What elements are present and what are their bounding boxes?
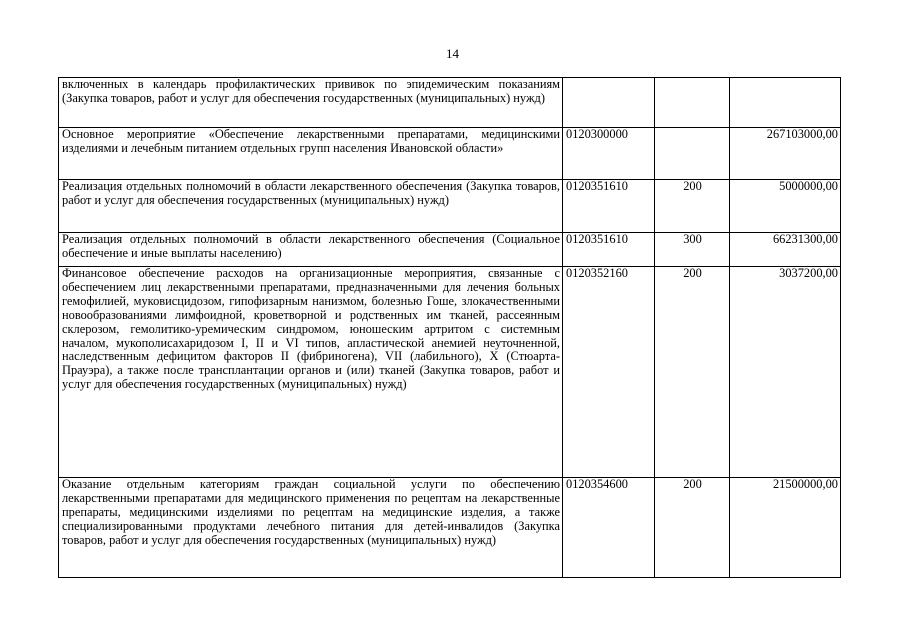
expense-name-cell: Оказание отдельным категориям граждан социальной услуги по обеспечению лекарственными препаратами для медицинского применения по рецептам на лекарственные препараты, медицинскими изделиями по рецептам на медицинские изделия, а также специализированными продуктами лечебного питания для детей-инвалидов (Закупка товаров, работ и услуг для обеспечения государственных (муниципальных) нужд) [59, 478, 563, 578]
page-number: 14 [446, 46, 459, 61]
table-row [59, 180, 841, 233]
amount-cell: 267103000,00 [730, 128, 841, 180]
expense-type-cell: 200 [655, 478, 730, 578]
expense-name-cell: Реализация отдельных полномочий в области лекарственного обеспечения (Социальное обеспечение и иные выплаты населению) [59, 233, 563, 267]
expense-type-cell [655, 78, 730, 128]
expense-type-cell: 200 [655, 180, 730, 233]
amount-cell: 3037200,00 [730, 267, 841, 478]
target-code-cell [563, 78, 655, 128]
amount-cell: 5000000,00 [730, 180, 841, 233]
budget-table [58, 77, 841, 578]
expense-name-cell: включенных в календарь профилактических прививок по эпидемическим показаниям (Закупка товаров, работ и услуг для обеспечения государственных (муниципальных) нужд) [59, 78, 563, 128]
expense-name-cell: Реализация отдельных полномочий в области лекарственного обеспечения (Закупка товаров, работ и услуг для обеспечения государственных (муниципальных) нужд) [59, 180, 563, 233]
expense-name-cell: Финансовое обеспечение расходов на организационные мероприятия, связанные с обеспечением лиц лекарственными препаратами, предназначенными для лечения больных гемофилией, муковисцидозом, гипофизарным нанизмом, болезнью Гоше, злокачественными новообразованиями лимфоидной, кроветворной и родственных им тканей, рассеянным склерозом, гемолитико-уремическим синдромом, юношеским артритом с системным началом, мукополисахаридозом I, II и VI типов, апластической анемией неуточненной, наследственным дефицитом факторов II (фибриногена), VII (лабильного), X (Стюарта-Прауэра), а также после трансплантации органов и (или) тканей (Закупка товаров, работ и услуг для обеспечения государственных (муниципальных) нужд) [59, 267, 563, 478]
table-row [59, 478, 841, 578]
expense-type-cell: 200 [655, 267, 730, 478]
expense-type-cell: 300 [655, 233, 730, 267]
expense-type-cell [655, 128, 730, 180]
table-row [59, 78, 841, 128]
target-code-cell: 0120354600 [563, 478, 655, 578]
target-code-cell: 0120300000 [563, 128, 655, 180]
target-code-cell: 0120352160 [563, 267, 655, 478]
table-row [59, 128, 841, 180]
table-row [59, 267, 841, 478]
amount-cell: 66231300,00 [730, 233, 841, 267]
amount-cell: 21500000,00 [730, 478, 841, 578]
expense-name-cell: Основное мероприятие «Обеспечение лекарственными препаратами, медицинскими изделиями и лечебным питанием отдельных групп населения Ивановской области» [59, 128, 563, 180]
amount-cell [730, 78, 841, 128]
target-code-cell: 0120351610 [563, 180, 655, 233]
target-code-cell: 0120351610 [563, 233, 655, 267]
table-row [59, 233, 841, 267]
